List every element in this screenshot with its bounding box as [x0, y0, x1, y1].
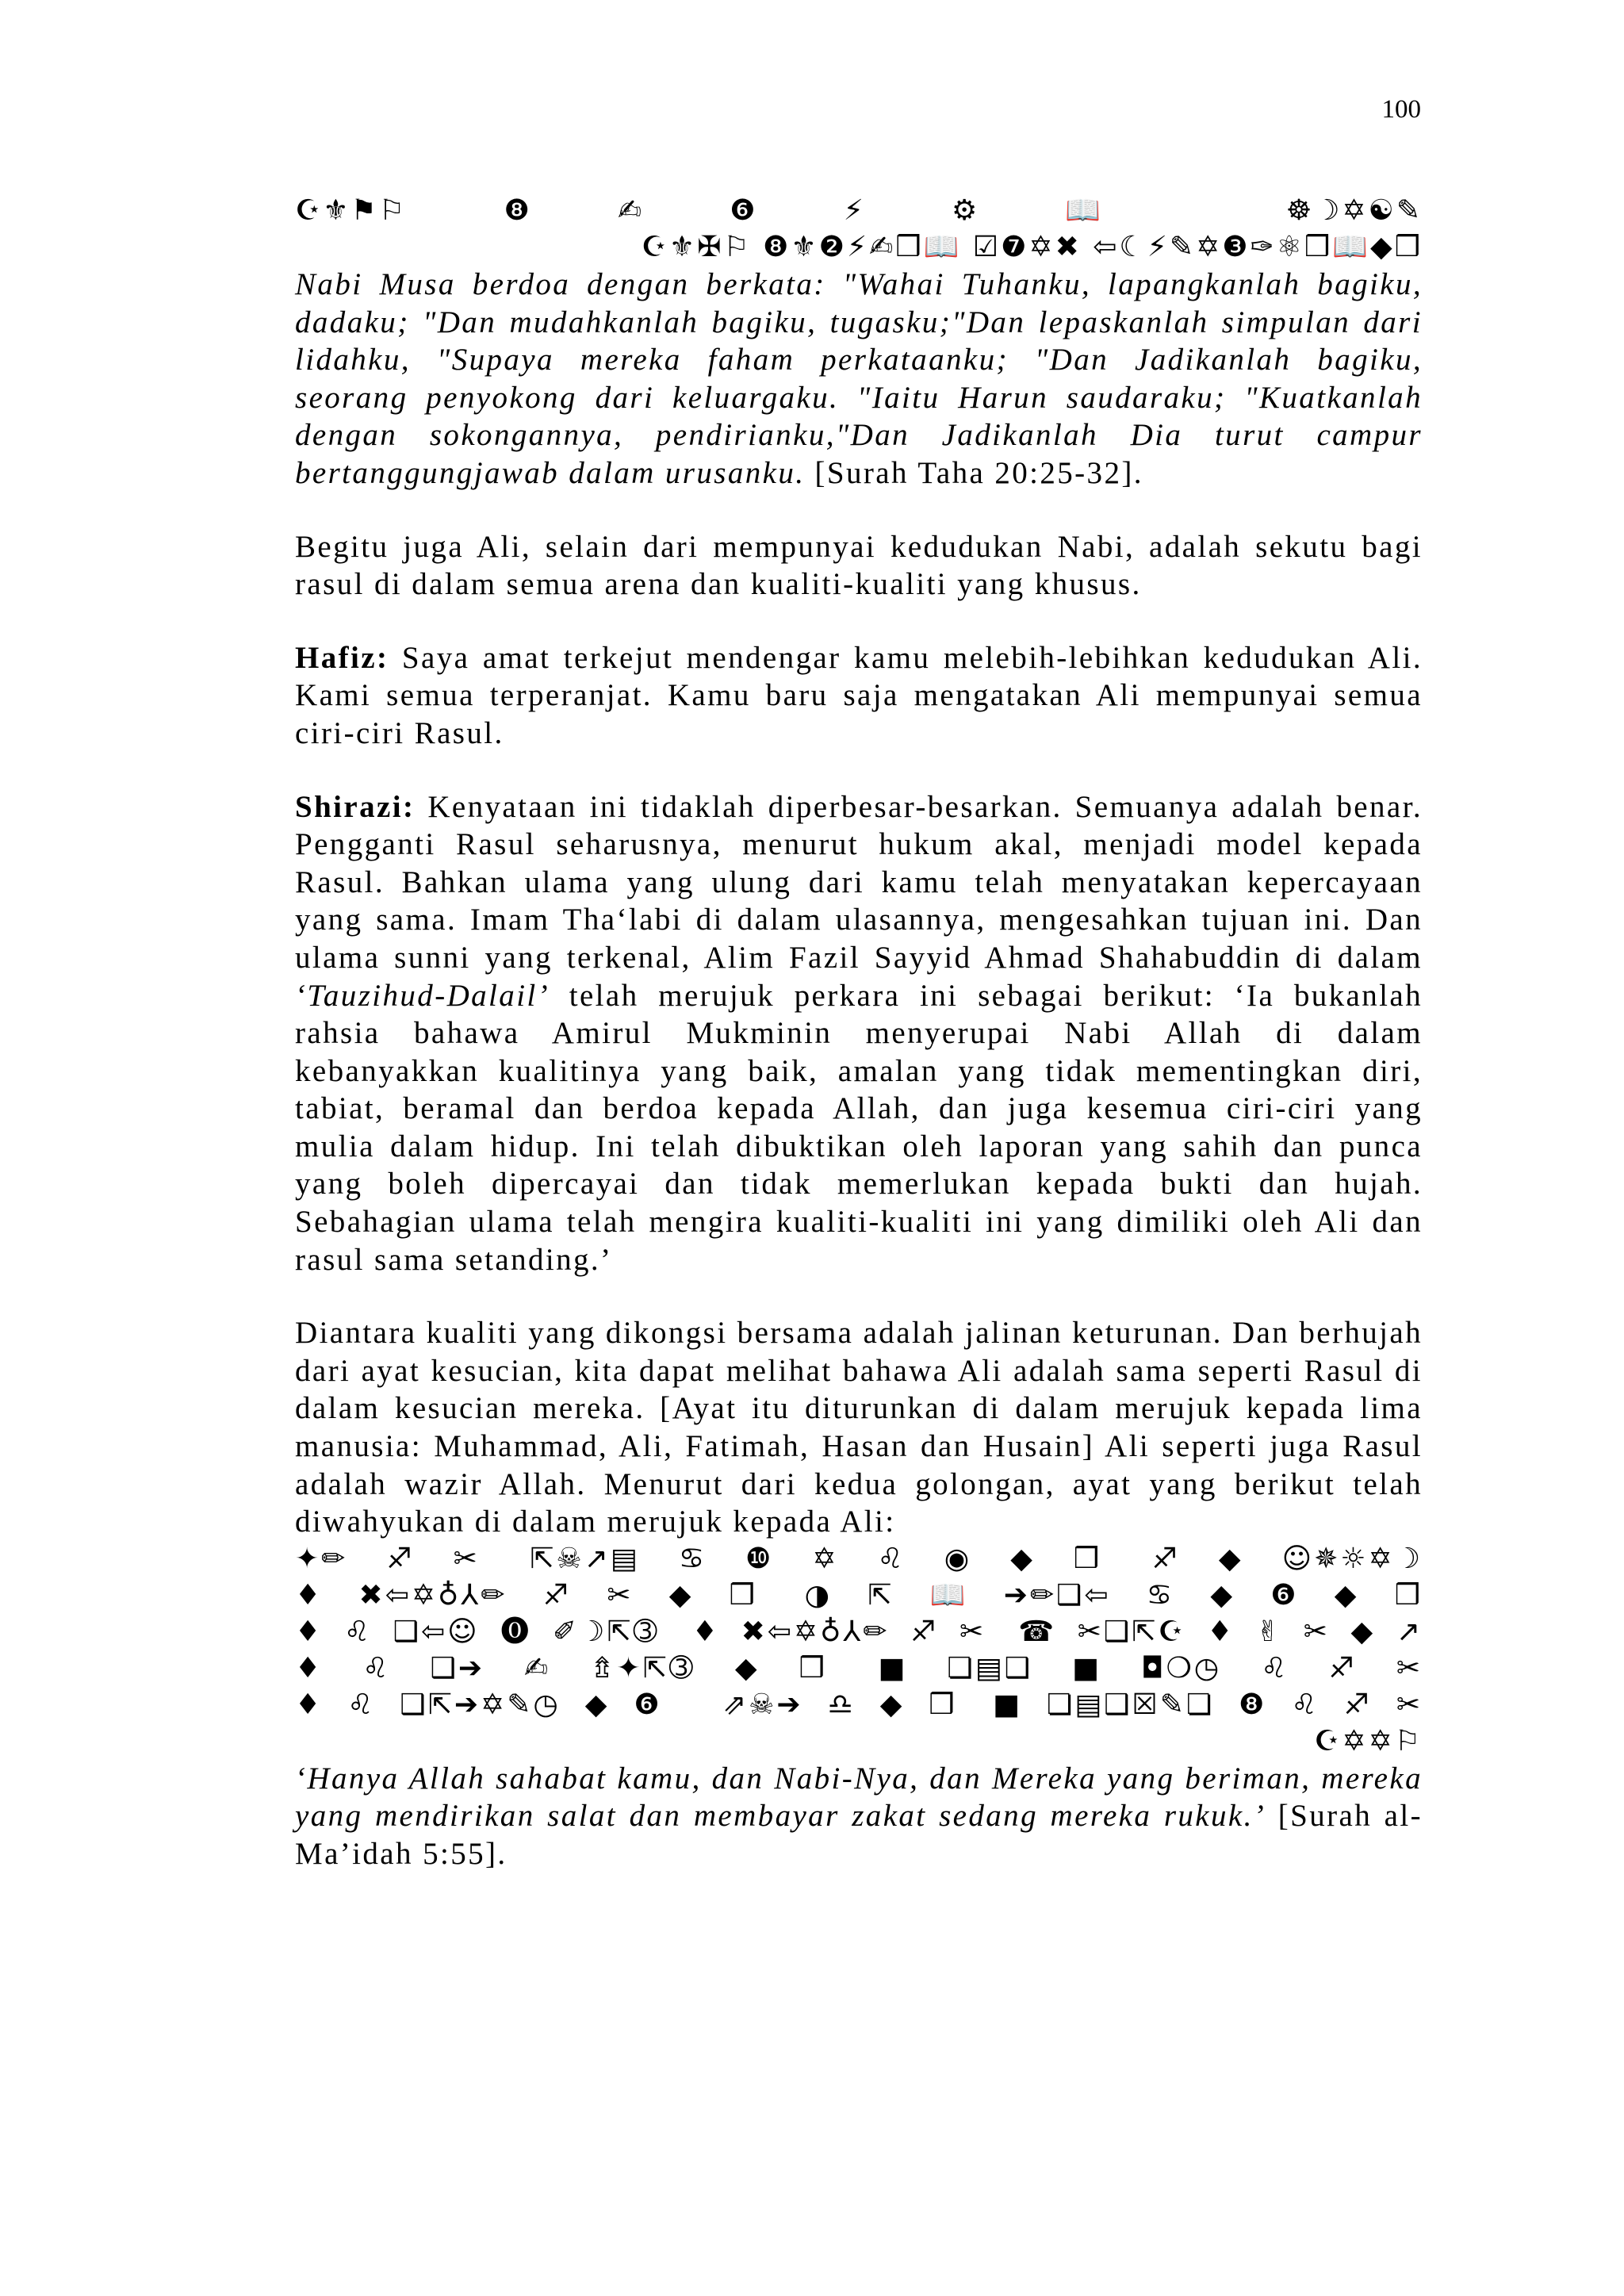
arabic-line: ☪⚜⚑⚐ ❽✍❻⚡⚙📖 ☸☽✡☯✎ [295, 194, 1423, 227]
arabic-line: ♦♌❑➔✍⇯✦⇱➂◆❒ ■❏▤❑■◘❍◷♌♐✂ [295, 1651, 1423, 1685]
paragraph-shirazi [295, 788, 1423, 1279]
paragraph: Diantara kualiti yang dikongsi bersama adalah jalinan keturunan. Dan berhujah dari ayat kesucian, kita dapat melihat bahawa Ali adalah sama seperti Rasul di dalam kesucian mereka. [Ayat itu diturunkan di dalam merujuk kepada lima manusia: Muhammad, Ali, Fatimah, Hasan dan Husain] Ali seperti juga Rasul adalah wazir Allah. Menurut dari kedua golongan, ayat yang berikut telah diwahyukan di dalam merujuk kepada Ali: [295, 1316, 1423, 1539]
quote-reference: [Surah al-Ma’idah 5:55]. [295, 1799, 1423, 1871]
paragraph-hafiz [295, 639, 1423, 753]
arabic-line: ✦✏♐✂ ⇱☠↗▤♋❿✡♌◉◆❒ ♐◆☺✵☼✡☽ [295, 1542, 1423, 1575]
translation-maidah [295, 1760, 1423, 1873]
arabic-line: ♦♌❑⇱➔✡✎◷◆❻ ⇗☠➔♎◆❒ ■❏▤❑☒✎❏❽♌♐✂ [295, 1688, 1423, 1721]
quote-text: ‘Hanya Allah sahabat kamu, dan Nabi-Nya, dan Mereka yang beriman, mereka yang mendirikan salat dan membayar zakat sedang mereka rukuk.’ [295, 1761, 1423, 1834]
book-title: ‘Tauzihud-Dalail’ [295, 978, 550, 1013]
translation-taha [295, 266, 1423, 493]
arabic-line: ♦✖⇦✡♁⅄✏♐✂◆❒ ◑⇱📖➔✏❑⇦♋◆❻◆❒ [295, 1578, 1423, 1612]
paragraph-text: telah merujuk perkara ini sebagai berikut: ‘Ia bukanlah rahsia bahawa Amirul Mukminin menyerupai Nabi Allah di dalam kebanyakkan kualitinya yang baik, amalan yang tidak mementingkan diri, tabiat, beramal dan berdoa kepada Allah, dan juga kesemua ciri-ciri yang mulia dalam hidup. Ini telah dibuktikan oleh laporan yang sahih dan punca yang boleh dipercayai dan tidak memerlukan kepada bukti dan hujah. Sebahagian ulama telah mengira kualiti-kualiti ini yang dimiliki oleh Ali dan rasul sama setanding.’ [295, 978, 1423, 1277]
speaker-label: Shirazi: [295, 789, 416, 824]
paragraph-text: Kenyataan ini tidaklah diperbesar-besarkan. Semuanya adalah benar. Pengganti Rasul seharusnya, menurut hukum akal, menjadi model kepada Rasul. Bahkan ulama yang ulung dari kamu telah menyatakan kepercayaan yang sama. Imam Tha‘labi di dalam ulasannya, mengesahkan tujuan ini. Dan ulama sunni yang terkenal, Alim Fazil Sayyid Ahmad Shahabuddin di dalam [295, 789, 1423, 975]
speaker-label: Hafiz: [295, 640, 389, 675]
page-number: 100 [1381, 95, 1421, 124]
page-content [295, 193, 1423, 1909]
arabic-line: ☪⚜✠⚐ ❽⚜❷⚡✍❒📖 ☑❼✡✖ ⇦☾⚡✎✡❸✑⚛❒📖◆❒ [641, 231, 1423, 263]
quote-text: Nabi Musa berdoa dengan berkata: "Wahai Tuhanku, lapangkanlah bagiku, dadaku; "Dan mudahkanlah bagiku, tugasku;"Dan lepaskanlah simpulan dari lidahku, "Supaya mereka faham perkataanku; "Dan Jadikanlah bagiku, seorang penyokong dari keluargaku. "Iaitu Harun saudaraku; "Kuatkanlah dengan sokongannya, pendirianku,"Dan Jadikanlah Dia turut campur bertanggungjawab dalam urusanku. [295, 267, 1423, 490]
paragraph: Begitu juga Ali, selain dari mempunyai kedudukan Nabi, adalah sekutu bagi rasul di dalam semua arena dan kualiti-kualiti yang khusus. [295, 529, 1423, 602]
quote-reference: [Surah Taha 20:25-32]. [814, 455, 1143, 490]
paragraph-text: Saya amat terkejut mendengar kamu melebih-lebihkan kedudukan Ali. Kami semua terperanjat. Kamu baru saja mengatakan Ali mempunyai semua ciri-ciri Rasul. [295, 640, 1423, 750]
arabic-line: ♦♌❑⇦☺⓿✐☽⇱➂ ♦✖⇦✡♁⅄✏♐✂ ☎✂❑⇱☪♦✌✂◆↗ [295, 1615, 1423, 1648]
arabic-verse-maidah [295, 1541, 1423, 1760]
arabic-line: ☪✡✡⚐ [1314, 1724, 1423, 1757]
arabic-verse-taha [295, 193, 1423, 266]
